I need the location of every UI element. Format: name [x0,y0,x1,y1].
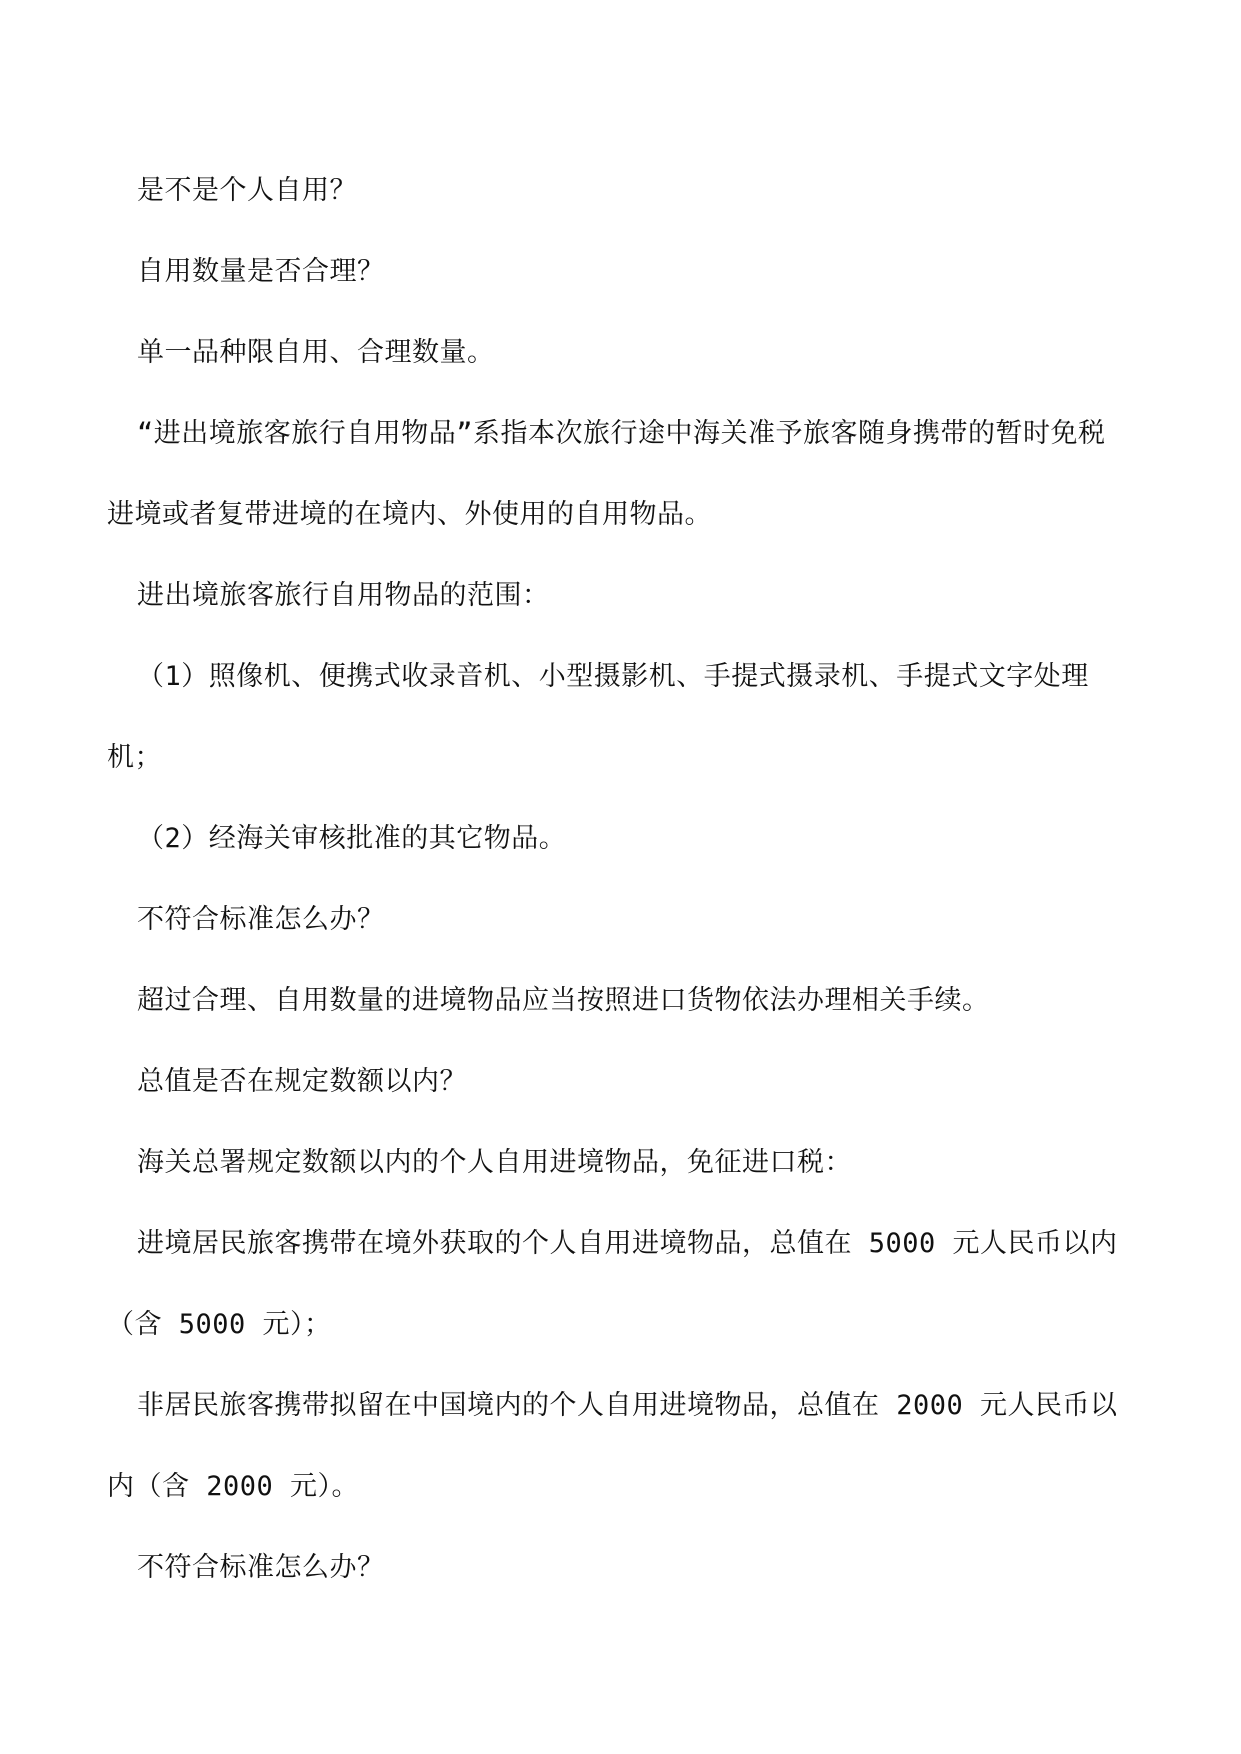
paragraph: 进出境旅客旅行自用物品的范围： [137,580,550,611]
paragraph: “进出境旅客旅行自用物品”系指本次旅行途中海关准予旅客随身携带的暂时免税进境或者复带进境的在境内、外使用的自用物品。 [107,418,1106,530]
paragraph: 不符合标准怎么办？ [137,1552,385,1583]
paragraph: （1）照像机、便携式收录音机、小型摄影机、手提式摄录机、手提式文字处理机； [107,661,1089,773]
paragraph: 进境居民旅客携带在境外获取的个人自用进境物品，总值在 5000 元人民币以内（含 5000 元）； [107,1228,1118,1340]
paragraph: 总值是否在规定数额以内？ [137,1066,467,1097]
paragraph: 单一品种限自用、合理数量。 [137,337,495,368]
paragraph: （2）经海关审核批准的其它物品。 [137,823,567,854]
paragraph: 是不是个人自用？ [137,175,357,206]
paragraph: 超过合理、自用数量的进境物品应当按照进口货物依法办理相关手续。 [137,985,990,1016]
paragraph: 海关总署规定数额以内的个人自用进境物品，免征进口税： [137,1147,852,1178]
paragraph: 非居民旅客携带拟留在中国境内的个人自用进境物品，总值在 2000 元人民币以内（含 2000 元）。 [107,1390,1118,1502]
paragraph: 不符合标准怎么办？ [137,904,385,935]
paragraph: 自用数量是否合理？ [137,256,385,287]
